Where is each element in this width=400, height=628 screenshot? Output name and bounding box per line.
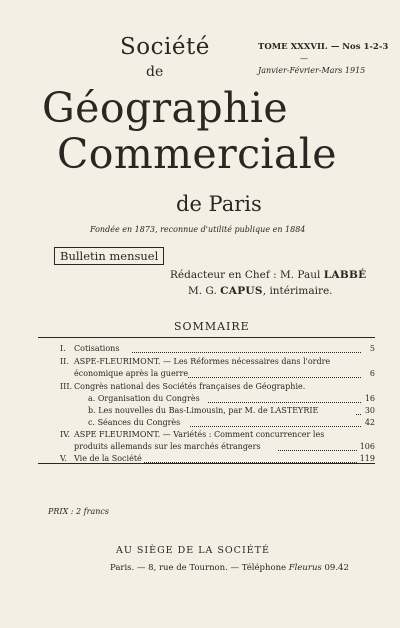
price-note: PRIX : 2 francs	[48, 507, 109, 516]
contents-title: SOMMAIRE	[174, 320, 250, 333]
title-de: de	[146, 64, 164, 80]
title-de-paris: de Paris	[176, 192, 262, 216]
tome-number: TOME XXXVII. — Nos 1-2-3	[258, 42, 389, 52]
contents-list: I. Cotisations 5 II. ASPE-FLEURIMONT. — Les Réformes nécessaires dans l'ordre économique après la guerre 6 III. Congrès national des Sociétés françaises de Géographie. a. Organisation du Congrès 16 b. Les nouvelles du Bas-Limousin, par M. de LASTEYRIE 30 c. Séances du Congrès 42 IV. ASPE FLEURIMONT. — Variétés : Comment concurrencer les produits allemands sur les marchés étrangers 106 V. Vie de la Société 119	[38, 337, 375, 464]
interim-suffix: , intérimaire.	[262, 285, 333, 297]
interim-name: CAPUS	[220, 285, 263, 297]
publisher-address: Paris. — 8, rue de Tournon. — Téléphone Fleurus 09.42	[110, 563, 349, 573]
editor-line	[170, 269, 367, 281]
issue-dates: Janvier-Février-Mars 1915	[258, 66, 366, 75]
title-societe: Société	[120, 34, 210, 60]
publisher-seat: AU SIÈGE DE LA SOCIÉTÉ	[116, 545, 270, 556]
founding-note: Fondée en 1873, reconnue d'utilité publique en 1884	[90, 225, 306, 234]
interim-editor-line	[188, 285, 333, 297]
editor-name: LABBÉ	[323, 269, 367, 281]
tome-dash: —	[300, 54, 308, 63]
editor-prefix: Rédacteur en Chef : M. Paul	[170, 269, 324, 281]
title-commerciale: Commerciale	[57, 130, 337, 178]
interim-prefix: M. G.	[188, 285, 221, 297]
bulletin-label: Bulletin mensuel	[54, 247, 164, 265]
title-geographie: Géographie	[42, 84, 289, 132]
